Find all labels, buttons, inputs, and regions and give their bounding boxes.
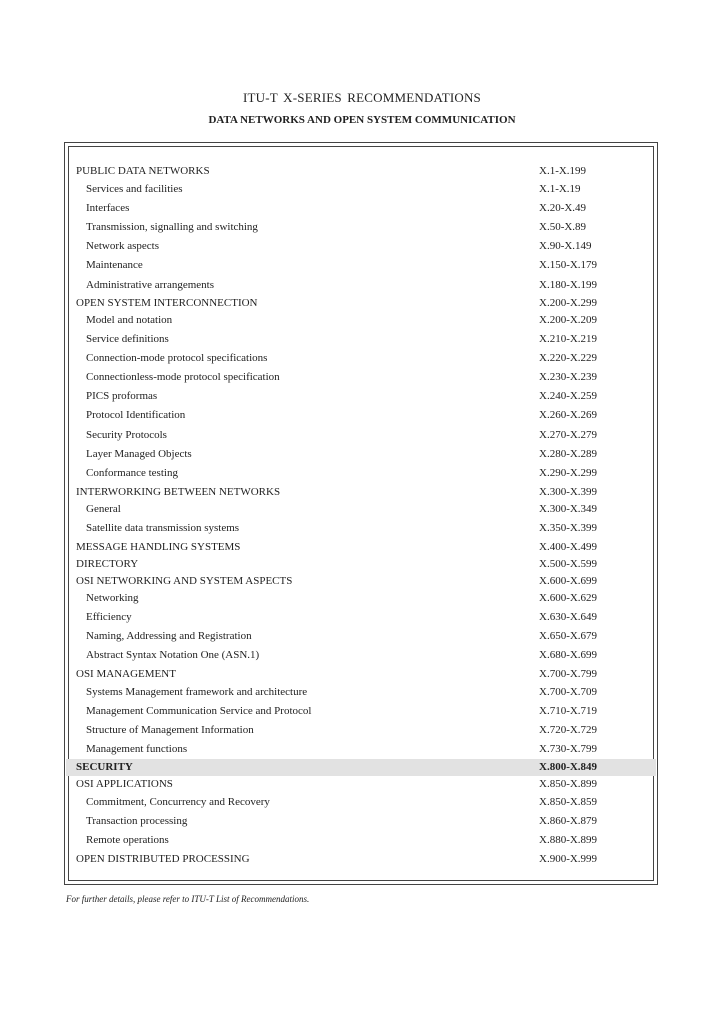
recommendation-range: X.280-X.289 [539, 448, 598, 460]
recommendation-range: X.900-X.999 [539, 853, 598, 865]
recommendation-range: X.680-X.699 [539, 649, 598, 661]
table-row [66, 277, 656, 294]
subsection-title: Security Protocols [86, 429, 167, 441]
recommendation-range: X.500-X.599 [539, 558, 598, 570]
recommendation-range: X.220-X.229 [539, 352, 598, 364]
subsection-title: Layer Managed Objects [86, 448, 192, 460]
subsection-title: General [86, 503, 121, 515]
table-row [66, 741, 656, 758]
table-row [66, 776, 656, 793]
recommendation-range: X.800-X.849 [539, 761, 598, 773]
table-row [66, 609, 656, 626]
subsection-title: Network aspects [86, 240, 160, 252]
recommendation-range: X.600-X.699 [539, 575, 598, 587]
section-title: MESSAGE HANDLING SYSTEMS [76, 541, 241, 553]
table-row [66, 388, 656, 405]
subsection-title: Services and facilities [86, 183, 183, 195]
recommendation-range: X.20-X.49 [539, 202, 587, 214]
recommendation-range: X.700-X.799 [539, 668, 598, 680]
table-row [66, 832, 656, 849]
recommendation-range: X.1-X.19 [539, 183, 581, 195]
section-title: INTERWORKING BETWEEN NETWORKS [76, 486, 281, 498]
subsection-title: Conformance testing [86, 467, 178, 479]
table-row [66, 647, 656, 664]
table-row [66, 539, 656, 556]
subsection-title: Model and notation [86, 314, 173, 326]
subsection-title: Management Communication Service and Protocol [86, 705, 312, 717]
recommendation-range: X.240-X.259 [539, 390, 598, 402]
table-row [66, 520, 656, 537]
table-row [66, 484, 656, 501]
table-row [66, 684, 656, 701]
table-row [66, 501, 656, 518]
table-row [66, 666, 656, 683]
subsection-title: Management functions [86, 743, 188, 755]
table-row [66, 312, 656, 329]
section-title: OPEN SYSTEM INTERCONNECTION [76, 297, 258, 309]
section-title: DIRECTORY [76, 558, 139, 570]
subsection-title: Commitment, Concurrency and Recovery [86, 796, 270, 808]
page-subtitle: DATA NETWORKS AND OPEN SYSTEM COMMUNICATION [208, 114, 516, 126]
subsection-title: Administrative arrangements [86, 279, 214, 291]
table-row [66, 556, 656, 573]
subsection-title: Service definitions [86, 333, 169, 345]
table-row [66, 331, 656, 348]
section-title: OPEN DISTRIBUTED PROCESSING [76, 853, 250, 865]
subsection-title: Networking [86, 592, 139, 604]
recommendation-range: X.850-X.899 [539, 778, 598, 790]
table-row [66, 590, 656, 607]
recommendation-range: X.270-X.279 [539, 429, 598, 441]
table-row [66, 722, 656, 739]
recommendation-range: X.1-X.199 [539, 165, 587, 177]
table-row [66, 200, 656, 217]
recommendation-range: X.720-X.729 [539, 724, 598, 736]
recommendation-range: X.860-X.879 [539, 815, 598, 827]
subsection-title: Connectionless-mode protocol specification [86, 371, 280, 383]
recommendation-range: X.210-X.219 [539, 333, 598, 345]
table-row [66, 427, 656, 444]
table-row [66, 465, 656, 482]
table-row [66, 369, 656, 386]
recommendation-range: X.200-X.209 [539, 314, 598, 326]
subsection-title: Interfaces [86, 202, 130, 214]
subsection-title: Transaction processing [86, 815, 188, 827]
recommendation-range: X.650-X.679 [539, 630, 598, 642]
recommendation-range: X.880-X.899 [539, 834, 598, 846]
recommendation-range: X.290-X.299 [539, 467, 598, 479]
recommendation-range: X.50-X.89 [539, 221, 587, 233]
recommendation-range: X.260-X.269 [539, 409, 598, 421]
table-row [66, 238, 656, 255]
subsection-title: Systems Management framework and architecture [86, 686, 308, 698]
recommendation-range: X.150-X.179 [539, 259, 598, 271]
table-row [66, 573, 656, 590]
subsection-title: Naming, Addressing and Registration [86, 630, 252, 642]
table-row [66, 257, 656, 274]
table-row [66, 813, 656, 830]
table-row [66, 163, 656, 180]
subsection-title: Connection-mode protocol specifications [86, 352, 268, 364]
subsection-title: Abstract Syntax Notation One (ASN.1) [86, 649, 260, 661]
recommendation-range: X.300-X.399 [539, 486, 598, 498]
section-title: OSI MANAGEMENT [76, 668, 176, 680]
table-row [66, 350, 656, 367]
subsection-title: Structure of Management Information [86, 724, 254, 736]
table-row [66, 851, 656, 868]
recommendation-range: X.400-X.499 [539, 541, 598, 553]
subsection-title: Protocol Identification [86, 409, 186, 421]
subsection-title: Satellite data transmission systems [86, 522, 240, 534]
recommendation-range: X.600-X.629 [539, 592, 598, 604]
footer-note: For further details, please refer to ITU-T List of Recommendations. [66, 894, 310, 904]
recommendation-range: X.230-X.239 [539, 371, 598, 383]
recommendation-range: X.350-X.399 [539, 522, 598, 534]
recommendation-range: X.630-X.649 [539, 611, 598, 623]
recommendation-range: X.700-X.709 [539, 686, 598, 698]
table-row [66, 219, 656, 236]
recommendation-range: X.300-X.349 [539, 503, 598, 515]
recommendation-range: X.710-X.719 [539, 705, 598, 717]
recommendation-range: X.850-X.859 [539, 796, 598, 808]
recommendation-range: X.200-X.299 [539, 297, 598, 309]
subsection-title: Efficiency [86, 611, 132, 623]
section-title: PUBLIC DATA NETWORKS [76, 165, 210, 177]
table-row [66, 628, 656, 645]
section-title: OSI NETWORKING AND SYSTEM ASPECTS [76, 575, 293, 587]
table-row [66, 794, 656, 811]
table-row [66, 759, 656, 776]
recommendation-range: X.180-X.199 [539, 279, 598, 291]
subsection-title: Transmission, signalling and switching [86, 221, 258, 233]
table-row [66, 703, 656, 720]
table-row [66, 295, 656, 312]
page-title: ITU-T X-SERIES RECOMMENDATIONS [243, 90, 481, 105]
subsection-title: Maintenance [86, 259, 143, 271]
table-row [66, 446, 656, 463]
section-title: SECURITY [76, 761, 133, 773]
recommendation-range: X.90-X.149 [539, 240, 592, 252]
subsection-title: PICS proformas [86, 390, 158, 402]
subsection-title: Remote operations [86, 834, 169, 846]
table-row [66, 407, 656, 424]
section-title: OSI APPLICATIONS [76, 778, 173, 790]
recommendation-range: X.730-X.799 [539, 743, 598, 755]
table-row [66, 181, 656, 198]
